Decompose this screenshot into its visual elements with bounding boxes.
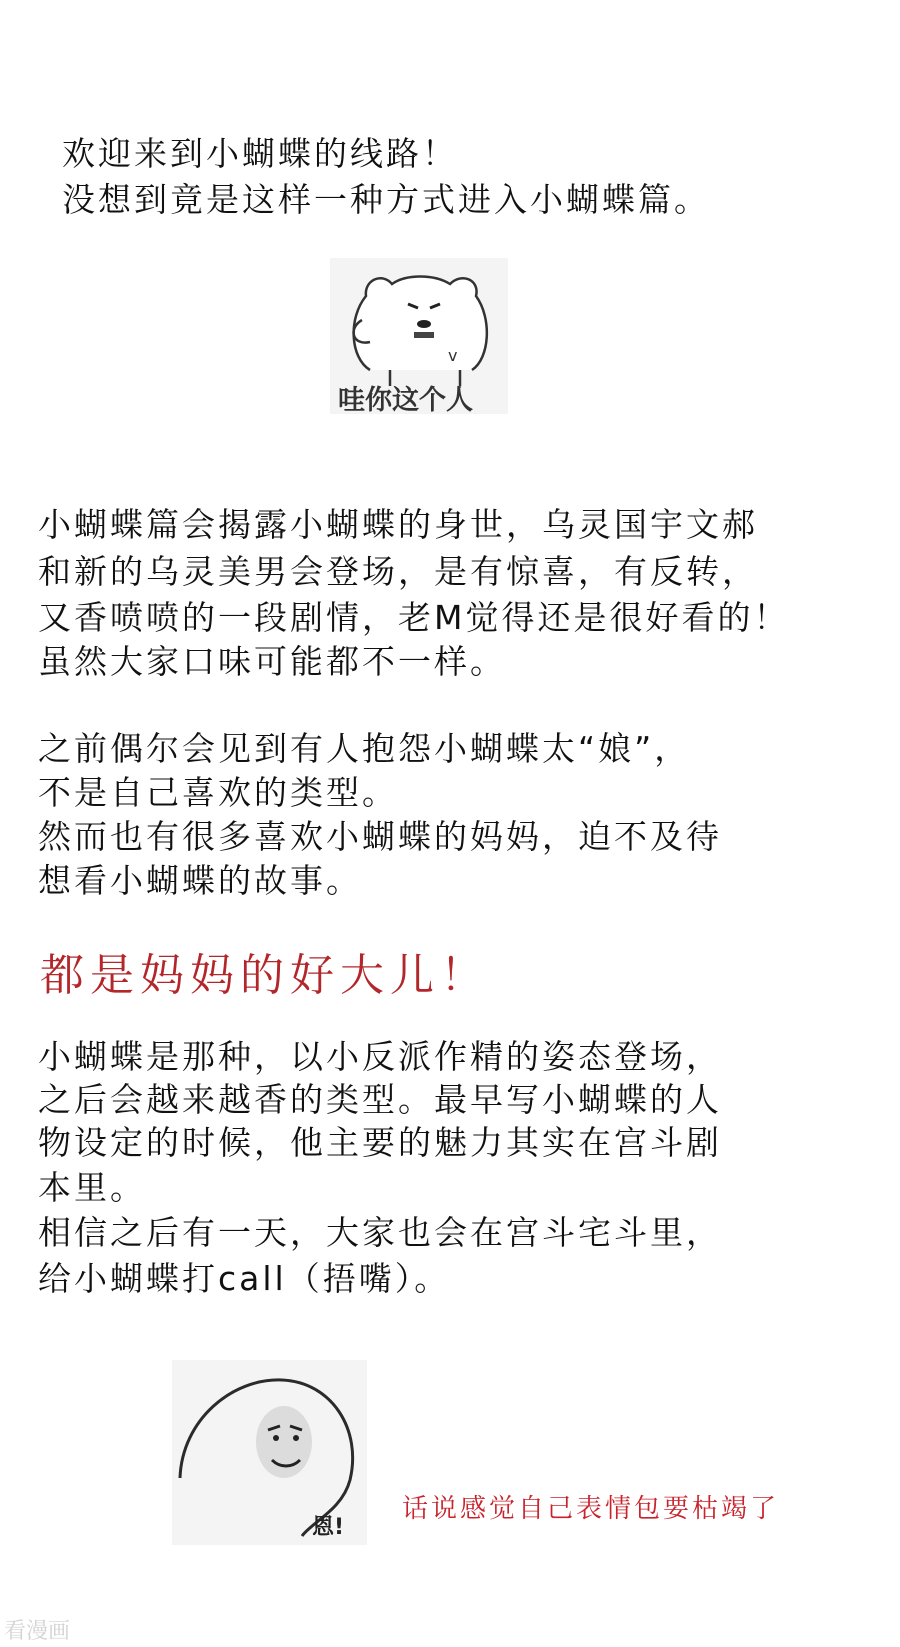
paragraph2-line-4: 想看小蝴蝶的故事。	[38, 861, 362, 900]
paragraph3-line-1: 小蝴蝶是那种，以小反派作精的姿态登场，	[38, 1037, 722, 1076]
paragraph3-line-5: 相信之后有一天，大家也会在宫斗宅斗里，	[38, 1213, 722, 1252]
ghost-caption: 恩!	[312, 1515, 345, 1540]
intro-line-2: 没想到竟是这样一种方式进入小蝴蝶篇。	[62, 180, 710, 219]
highlight-heading: 都是妈妈的好大儿！	[40, 950, 490, 1001]
paragraph1-line-2: 和新的乌灵美男会登场，是有惊喜，有反转，	[38, 552, 758, 591]
bear-caption: 哇你这个人	[338, 385, 473, 416]
paragraph3-line-2: 之后会越来越香的类型。最早写小蝴蝶的人	[38, 1080, 722, 1119]
paragraph2-line-1: 之前偶尔会见到有人抱怨小蝴蝶太“娘”，	[38, 729, 691, 768]
paragraph3-line-3: 物设定的时候，他主要的魅力其实在宫斗剧	[38, 1123, 722, 1162]
bear-sticker	[330, 258, 508, 414]
paragraph2-line-2: 不是自己喜欢的类型。	[38, 773, 398, 812]
intro-line-1: 欢迎来到小蝴蝶的线路！	[62, 134, 458, 173]
paragraph3-line-4: 本里。	[38, 1168, 146, 1207]
paragraph2-line-3: 然而也有很多喜欢小蝴蝶的妈妈，迫不及待	[38, 817, 722, 856]
paragraph1-line-1: 小蝴蝶篇会揭露小蝴蝶的身世，乌灵国宇文郝	[38, 505, 758, 544]
paragraph1-line-3: 又香喷喷的一段剧情，老M觉得还是很好看的！	[38, 598, 790, 637]
closing-note: 话说感觉自己表情包要枯竭了	[402, 1494, 780, 1524]
bear-mouth-mark: v	[448, 346, 458, 365]
paragraph1-line-4: 虽然大家口味可能都不一样。	[38, 642, 506, 681]
ghost-sticker	[172, 1360, 367, 1545]
paragraph3-line-6: 给小蝴蝶打call（捂嘴）。	[38, 1259, 451, 1298]
watermark-logo: 看漫画	[4, 1619, 71, 1644]
